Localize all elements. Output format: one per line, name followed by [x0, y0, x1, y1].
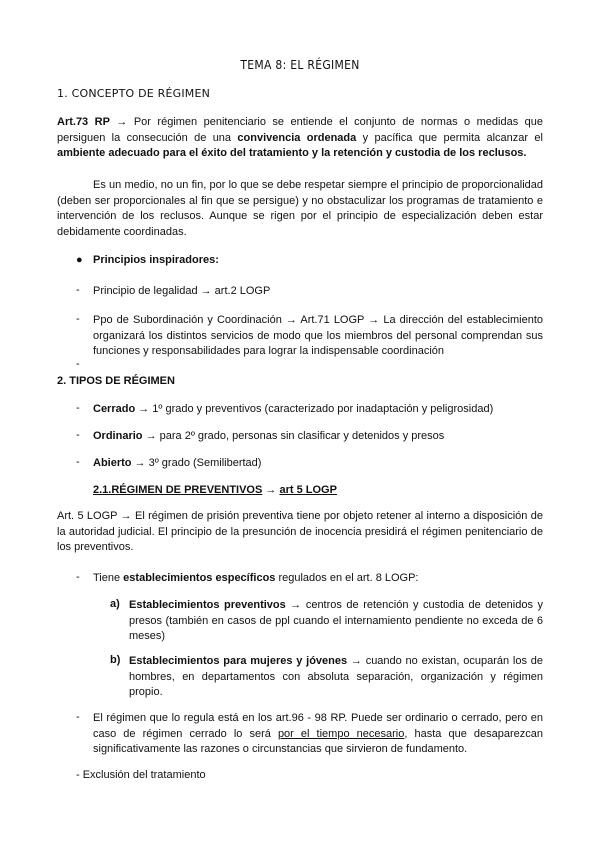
tipo-abierto-desc: → 3º grado (Semilibertad) — [131, 457, 262, 469]
item-label-b: b) — [110, 654, 121, 666]
subsection-heading-preventivos — [93, 484, 337, 496]
list-item — [76, 402, 543, 418]
art73-text-1: Por régimen penitenciario se entiende el conjunto de normas o medidas que persiguen la consecución de una — [57, 116, 544, 144]
art5-paragraph: Art. 5 LOGP → El régimen de prisión preventiva tiene por objeto retener al interno a disposición de la autoridad judicial. El principio de la presunción de inocencia presidirá el régimen penitenciario de los preventivos. — [57, 510, 543, 553]
item-label-a: a) — [110, 598, 120, 610]
regula-underline: por el tiempo necesario — [277, 727, 405, 740]
sub21-label: 2.1.RÉGIMEN DE PREVENTIVOS — [93, 484, 263, 496]
principios-label: Principios inspiradores: — [93, 254, 219, 266]
list-item — [76, 711, 543, 758]
estab-mujeres-desc: → cuando no existan, ocuparán los de hombres, en departamentos con absoluta separación, organización y régimen propio. — [129, 655, 543, 698]
estab-preventivos-desc: → centros de retención y custodia de detenidos y presos (también en casos de ppl cuando el internamiento pendiente no exceda de 6 meses) — [129, 599, 544, 642]
art73-paragraph — [57, 115, 543, 162]
section-heading-concepto: 1. CONCEPTO DE RÉGIMEN — [57, 87, 211, 100]
tipo-ordinario-desc: → para 2º grado, personas sin clasificar y detenidos y presos — [142, 430, 445, 442]
tipo-cerrado-name: Cerrado — [93, 403, 136, 415]
section-heading-tipos: 2. TIPOS DE RÉGIMEN — [57, 375, 175, 387]
art73-label: Art.73 RP — [57, 116, 110, 128]
art73-bold-convivencia: convivencia ordenada — [237, 131, 357, 144]
principio-subordinacion: Ppo de Subordinación y Coordinación → Art.71 LOGP → La dirección del establecimiento organizará los distintos servicios de modo que los miembros del personal comprendan sus funciones y responsabilidades para lograr la indispensable coordinación — [93, 314, 543, 357]
dash-icon: - — [76, 711, 80, 723]
list-item — [110, 654, 543, 701]
estab-preventivos-name: Establecimientos preventivos — [129, 599, 286, 611]
list-item — [76, 571, 543, 587]
estab-bold: establecimientos específicos — [123, 572, 276, 584]
list-item — [76, 429, 543, 445]
sub21-ref: art 5 LOGP — [279, 484, 337, 496]
arrow-glyph: → — [116, 116, 128, 128]
list-item — [76, 284, 543, 300]
art73-text-2: y pacífica que permita alcanzar el — [356, 131, 543, 144]
medio-paragraph: Es un medio, no un fin, por lo que se debe respetar siempre el principio de proporcionalidad (deben ser proporcionales al fin que se persigue) y no obstaculizar los programas de tratamiento e intervención de los reclusos. Aunque se rigen por el principio de especialización deben estar debidamente coordinadas. — [57, 179, 543, 238]
dash-icon: - — [76, 429, 80, 441]
tipo-abierto-name: Abierto — [93, 457, 132, 469]
regula-text-2: , hasta que desaparezcan significativamente las razones o circunstancias que sirvieron de fundamento. — [93, 727, 543, 755]
exclusion-line: - Exclusión del tratamiento — [76, 769, 206, 781]
list-item — [76, 313, 543, 360]
bullet-icon: ● — [76, 254, 83, 266]
empty-dash: - — [76, 358, 80, 370]
dash-icon: - — [76, 456, 80, 468]
dash-icon: - — [76, 402, 80, 414]
estab-text-1: Tiene — [93, 572, 124, 584]
list-item — [110, 598, 543, 645]
principio-legalidad: Principio de legalidad → art.2 LOGP — [93, 285, 271, 297]
list-item — [76, 456, 543, 472]
dash-icon: - — [76, 284, 80, 296]
arrow-glyph: → — [262, 484, 280, 496]
estab-text-2: regulados en el art. 8 LOGP: — [275, 572, 419, 584]
art73-bold-ambiente: ambiente adecuado para el éxito del tratamiento y la retención y custodia de los reclusos. — [57, 147, 527, 159]
tipo-ordinario-name: Ordinario — [93, 430, 143, 442]
page-title: TEMA 8: EL RÉGIMEN — [240, 58, 360, 72]
tipo-cerrado-desc: → 1º grado y preventivos (caracterizado por inadaptación y peligrosidad) — [135, 403, 494, 415]
dash-icon: - — [76, 571, 80, 583]
dash-icon: - — [76, 313, 80, 325]
regula-text-1: El régimen que lo regula está en los art.96 - 98 RP. Puede ser ordinario o cerrado, pero en caso de régimen cerrado lo será — [93, 712, 543, 740]
estab-mujeres-name: Establecimientos para mujeres y jóvenes — [129, 655, 348, 667]
